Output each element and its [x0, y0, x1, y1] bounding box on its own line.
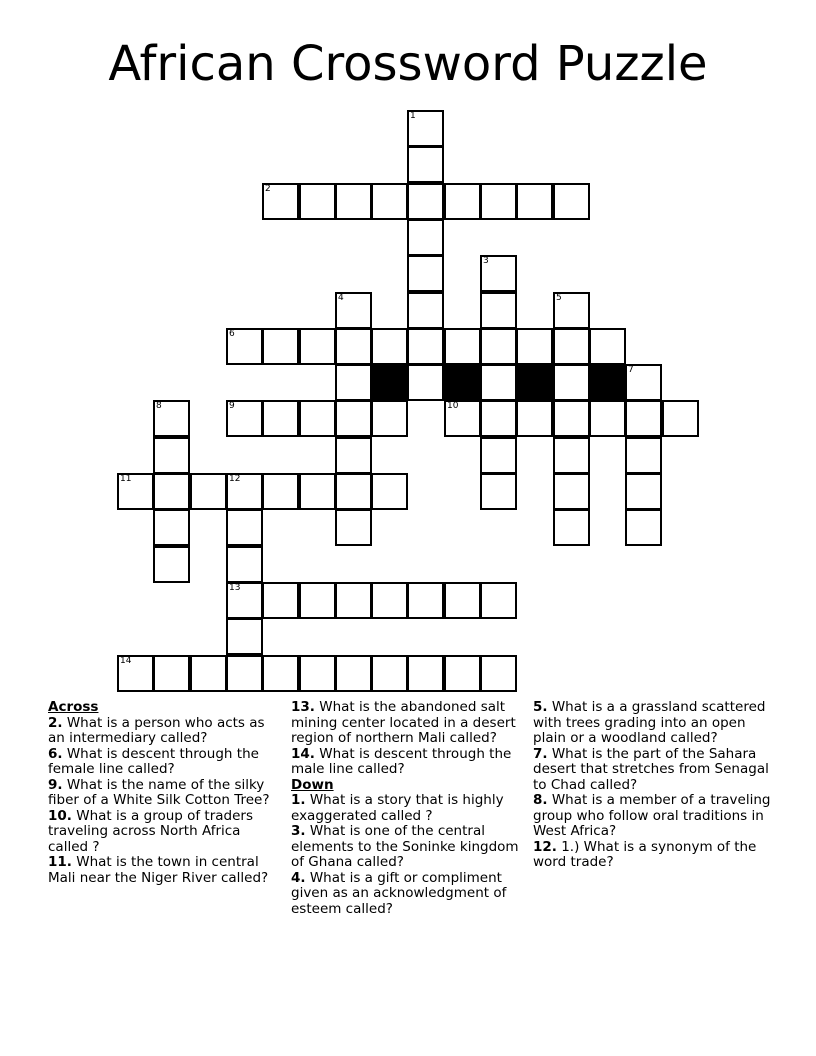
- grid-cell[interactable]: [299, 655, 336, 692]
- clue-number: 6: [229, 329, 235, 339]
- grid-cell[interactable]: [335, 437, 372, 474]
- grid-cell[interactable]: [553, 292, 590, 329]
- grid-cell[interactable]: [407, 655, 444, 692]
- clue-item-number: 10.: [48, 807, 72, 824]
- grid-cell[interactable]: [226, 328, 263, 365]
- grid-cell[interactable]: [299, 183, 336, 220]
- clue-number: 1: [410, 111, 416, 121]
- clue-item-text: What is the abandoned salt mining center located in a desert region of northern Mali called?: [291, 699, 516, 746]
- grid-cell[interactable]: [480, 292, 517, 329]
- clue-item: [291, 871, 523, 918]
- clue-item-text: What is the town in central Mali near the Niger River called?: [48, 854, 269, 886]
- grid-cell[interactable]: [335, 400, 372, 437]
- grid-cell[interactable]: [407, 255, 444, 292]
- clue-item: [48, 855, 284, 886]
- clue-number: 10: [447, 401, 459, 411]
- grid-cell[interactable]: [480, 400, 517, 437]
- clue-item: [533, 840, 773, 871]
- clues-column-3: [533, 700, 773, 871]
- grid-block: [516, 364, 553, 401]
- clue-item: [533, 793, 773, 840]
- grid-cell[interactable]: [262, 655, 299, 692]
- grid-cell[interactable]: [335, 473, 372, 510]
- grid-cell[interactable]: [480, 183, 517, 220]
- clue-item-text: What is a story that is highly exaggerated called ?: [291, 792, 504, 824]
- grid-cell[interactable]: [553, 328, 590, 365]
- clue-item-text: What is a member of a traveling group who follow oral traditions in West Africa?: [533, 792, 771, 839]
- grid-cell[interactable]: [335, 183, 372, 220]
- clue-item-text: What is descent through the female line called?: [48, 745, 259, 777]
- clue-item-text: What is the part of the Sahara desert that stretches from Senagal to Chad called?: [533, 745, 769, 793]
- grid-cell[interactable]: [335, 655, 372, 692]
- grid-cell[interactable]: [262, 473, 299, 510]
- clue-number: 14: [120, 656, 132, 666]
- clue-item-text: What is a group of traders traveling across North Africa called ?: [48, 807, 253, 855]
- grid-cell[interactable]: [226, 473, 263, 510]
- clue-item-number: 8.: [533, 792, 548, 808]
- grid-cell[interactable]: [226, 582, 263, 619]
- grid-cell[interactable]: [625, 364, 662, 401]
- clues-column-2: [291, 700, 523, 917]
- grid-cell[interactable]: [299, 582, 336, 619]
- grid-cell[interactable]: [407, 328, 444, 365]
- grid-cell[interactable]: [299, 328, 336, 365]
- grid-cell[interactable]: [371, 473, 408, 510]
- grid-cell[interactable]: [371, 183, 408, 220]
- clue-number: 4: [338, 293, 344, 303]
- clue-item: [48, 809, 284, 856]
- clue-item-number: 1.: [291, 792, 306, 808]
- grid-cell[interactable]: [335, 509, 372, 546]
- grid-cell[interactable]: [226, 509, 263, 546]
- clue-item: [48, 716, 284, 747]
- clue-item-text: 1.) What is a synonym of the word trade?: [533, 838, 757, 870]
- grid-cell[interactable]: [553, 437, 590, 474]
- grid-cell[interactable]: [117, 473, 154, 510]
- grid-cell[interactable]: [480, 364, 517, 401]
- clue-number: 8: [156, 401, 162, 411]
- clue-item-text: What is one of the central elements to the Soninke kingdom of Ghana called?: [291, 823, 519, 870]
- grid-cell[interactable]: [407, 364, 444, 401]
- grid-cell[interactable]: [480, 328, 517, 365]
- grid-cell[interactable]: [444, 183, 481, 220]
- grid-block: [444, 364, 481, 401]
- grid-cell[interactable]: [625, 509, 662, 546]
- clue-item: [48, 778, 284, 809]
- grid-cell[interactable]: [516, 183, 553, 220]
- clue-number: 2: [265, 184, 271, 194]
- clue-item: [533, 700, 773, 747]
- clue-item: [291, 793, 523, 824]
- grid-cell[interactable]: [407, 292, 444, 329]
- grid-cell[interactable]: [299, 400, 336, 437]
- clue-item-number: 6.: [48, 745, 63, 762]
- grid-cell[interactable]: [371, 582, 408, 619]
- clue-item-number: 7.: [533, 745, 548, 762]
- grid-cell[interactable]: [625, 400, 662, 437]
- grid-cell[interactable]: [444, 582, 481, 619]
- grid-cell[interactable]: [407, 146, 444, 183]
- grid-cell[interactable]: [407, 582, 444, 619]
- grid-block: [371, 364, 408, 401]
- clues-column-1: [48, 700, 284, 886]
- grid-cell[interactable]: [553, 509, 590, 546]
- grid-cell[interactable]: [335, 364, 372, 401]
- clue-item: [291, 824, 523, 871]
- clue-item: [291, 700, 523, 747]
- grid-cell[interactable]: [662, 400, 699, 437]
- grid-cell[interactable]: [553, 364, 590, 401]
- grid-cell[interactable]: [153, 546, 190, 583]
- clue-heading: Across: [48, 699, 99, 715]
- grid-cell[interactable]: [480, 255, 517, 292]
- grid-cell[interactable]: [407, 183, 444, 220]
- clue-number: 13: [229, 583, 241, 593]
- grid-cell[interactable]: [153, 473, 190, 510]
- grid-cell[interactable]: [516, 328, 553, 365]
- grid-cell[interactable]: [226, 546, 263, 583]
- grid-cell[interactable]: [117, 655, 154, 692]
- clue-number: 12: [229, 474, 241, 484]
- grid-cell[interactable]: [335, 582, 372, 619]
- clue-item-number: 3.: [291, 823, 306, 839]
- grid-cell[interactable]: [153, 509, 190, 546]
- clue-number: 9: [229, 401, 235, 411]
- grid-cell[interactable]: [153, 400, 190, 437]
- clue-item-number: 4.: [291, 869, 306, 886]
- grid-cell[interactable]: [480, 473, 517, 510]
- puzzle-title: African Crossword Puzzle: [108, 36, 708, 92]
- clue-item-number: 2.: [48, 714, 63, 731]
- grid-cell[interactable]: [262, 328, 299, 365]
- grid-cell[interactable]: [262, 582, 299, 619]
- clue-item: [48, 747, 284, 778]
- grid-cell[interactable]: [335, 292, 372, 329]
- clue-number: 7: [628, 365, 634, 375]
- clue-item-text: What is a gift or compliment given as an acknowledgment of esteem called?: [291, 869, 507, 917]
- grid-cell[interactable]: [407, 219, 444, 256]
- clue-item-number: 11.: [48, 854, 72, 870]
- grid-cell[interactable]: [226, 618, 263, 655]
- grid-cell[interactable]: [153, 655, 190, 692]
- clue-item: [291, 747, 523, 778]
- clue-item-text: What is a a grassland scattered with trees grading into an open plain or a woodland called?: [533, 699, 766, 746]
- grid-cell[interactable]: [444, 655, 481, 692]
- clue-item-text: What is a person who acts as an intermediary called?: [48, 714, 265, 746]
- grid-cell[interactable]: [553, 183, 590, 220]
- grid-cell[interactable]: [480, 582, 517, 619]
- grid-cell[interactable]: [553, 400, 590, 437]
- grid-cell[interactable]: [589, 400, 626, 437]
- grid-cell[interactable]: [190, 473, 227, 510]
- grid-cell[interactable]: [516, 400, 553, 437]
- grid-cell[interactable]: [407, 110, 444, 147]
- grid-cell[interactable]: [335, 328, 372, 365]
- clue-item-number: 5.: [533, 699, 548, 715]
- clue-number: 5: [556, 293, 562, 303]
- grid-cell[interactable]: [226, 400, 263, 437]
- grid-cell[interactable]: [625, 473, 662, 510]
- clue-heading: Down: [291, 776, 334, 793]
- clue-item-text: What is descent through the male line called?: [291, 745, 512, 777]
- grid-cell[interactable]: [262, 183, 299, 220]
- clue-item-number: 9.: [48, 776, 63, 793]
- grid-cell[interactable]: [153, 437, 190, 474]
- clue-number: 3: [483, 256, 489, 266]
- grid-cell[interactable]: [625, 437, 662, 474]
- grid-cell[interactable]: [589, 328, 626, 365]
- grid-cell[interactable]: [371, 400, 408, 437]
- grid-cell[interactable]: [480, 655, 517, 692]
- clue-item-number: 14.: [291, 745, 315, 762]
- clue-item-text: What is the name of the silky fiber of a White Silk Cotton Tree?: [48, 776, 270, 808]
- grid-cell[interactable]: [371, 655, 408, 692]
- clue-item-number: 12.: [533, 838, 557, 855]
- clue-item-number: 13.: [291, 699, 315, 715]
- grid-cell[interactable]: [262, 400, 299, 437]
- grid-cell[interactable]: [371, 328, 408, 365]
- grid-cell[interactable]: [190, 655, 227, 692]
- clue-item: [533, 747, 773, 794]
- grid-cell[interactable]: [444, 400, 481, 437]
- grid-cell[interactable]: [299, 473, 336, 510]
- grid-cell[interactable]: [226, 655, 263, 692]
- grid-cell[interactable]: [480, 437, 517, 474]
- grid-block: [589, 364, 626, 401]
- grid-cell[interactable]: [553, 473, 590, 510]
- grid-cell[interactable]: [444, 328, 481, 365]
- clue-number: 11: [120, 474, 132, 484]
